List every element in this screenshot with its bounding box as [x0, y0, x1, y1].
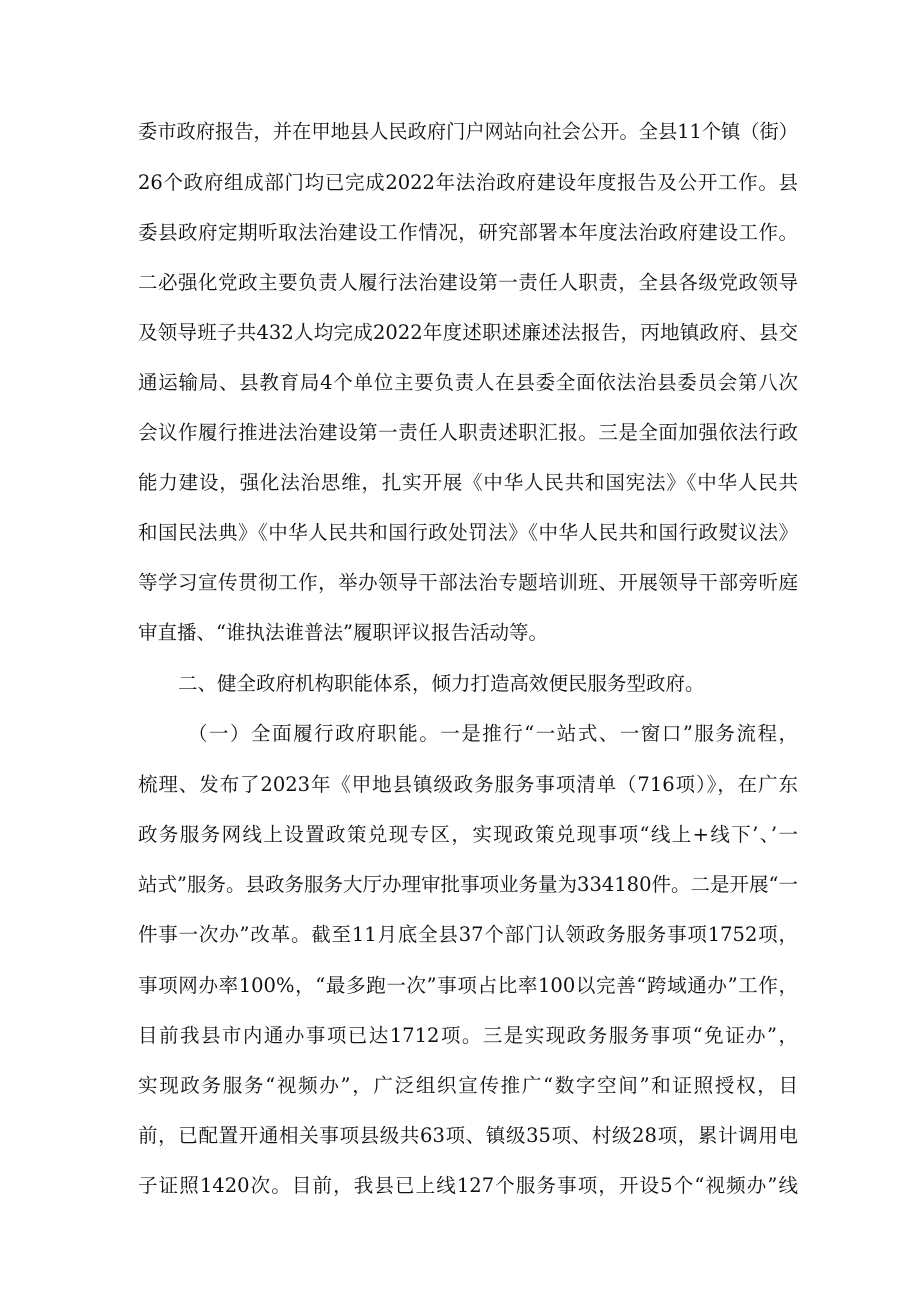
text-line: 前，已配置开通相关事项县级共63项、镇级35项、村级28项，累计调用电	[138, 1124, 798, 1147]
text-line: 审直播、“谁执法谁普法”履职评议报告活动等。	[138, 621, 548, 644]
text-line: 事项网办率100%，“最多跑一次”事项占比率100以完善“跨域通办”工作，	[138, 974, 798, 997]
text-line: 和国民法典》《中华人民共和国行政处罚法》《中华人民共和国行政熨议法》	[138, 521, 798, 544]
text-line: 通运输局、县教育局4个单位主要负责人在县委全面依法治县委员会第八次	[138, 371, 798, 394]
text-line: 子证照1420次。目前，我县已上线127个服务事项，开设5个“视频办”线	[138, 1174, 798, 1197]
text-line: 实现政务服务“视频办”，广泛组织宣传推广“数字空间”和证照授权，目	[138, 1074, 798, 1097]
subsection-heading: （一）全面履行政府职能。一是推行“一站式、一窗口”服务流程，	[188, 722, 798, 745]
text-line: 委市政府报告，并在甲地县人民政府门户网站向社会公开。全县11个镇（街）	[138, 120, 798, 143]
text-line: 件事一次办”改革。截至11月底全县37个部门认领政务服务事项1752项，	[138, 923, 798, 946]
text-line: 及领导班子共432人均完成2022年度述职述廉述法报告，丙地镇政府、县交	[138, 321, 798, 344]
text-line: 会议作履行推进法治建设第一责任人职责述职汇报。三是全面加强依法行政	[138, 421, 798, 444]
text-line: 站式”服务。县政务服务大厅办理审批事项业务量为334180件。二是开展“一	[138, 873, 798, 896]
section-heading: 二、健全政府机构职能体系，倾力打造高效便民服务型政府。	[178, 672, 705, 695]
text-line: 等学习宣传贯彻工作，举办领导干部法治专题培训班、开展领导干部旁听庭	[138, 571, 798, 594]
text-line: 目前我县市内通办事项已达1712项。三是实现政务服务事项“免证办”，	[138, 1024, 798, 1047]
text-line: 委县政府定期听取法治建设工作情况，研究部署本年度法治政府建设工作。	[138, 221, 798, 244]
text-line: 二必强化党政主要负责人履行法治建设第一责任人职责，全县各级党政领导	[138, 271, 798, 294]
text-line: 梳理、发布了2023年《甲地县镇级政务服务事项清单（716项）》，在广东	[138, 773, 798, 796]
text-line: 能力建设，强化法治思维，扎实开展《中华人民共和国宪法》《中华人民共	[138, 471, 798, 494]
text-line: 26个政府组成部门均已完成2022年法治政府建设年度报告及公开工作。县	[138, 171, 798, 194]
text-line: 政务服务网线上设置政策兑现专区，实现政策兑现事项“线上+线下’、’一	[138, 823, 798, 846]
